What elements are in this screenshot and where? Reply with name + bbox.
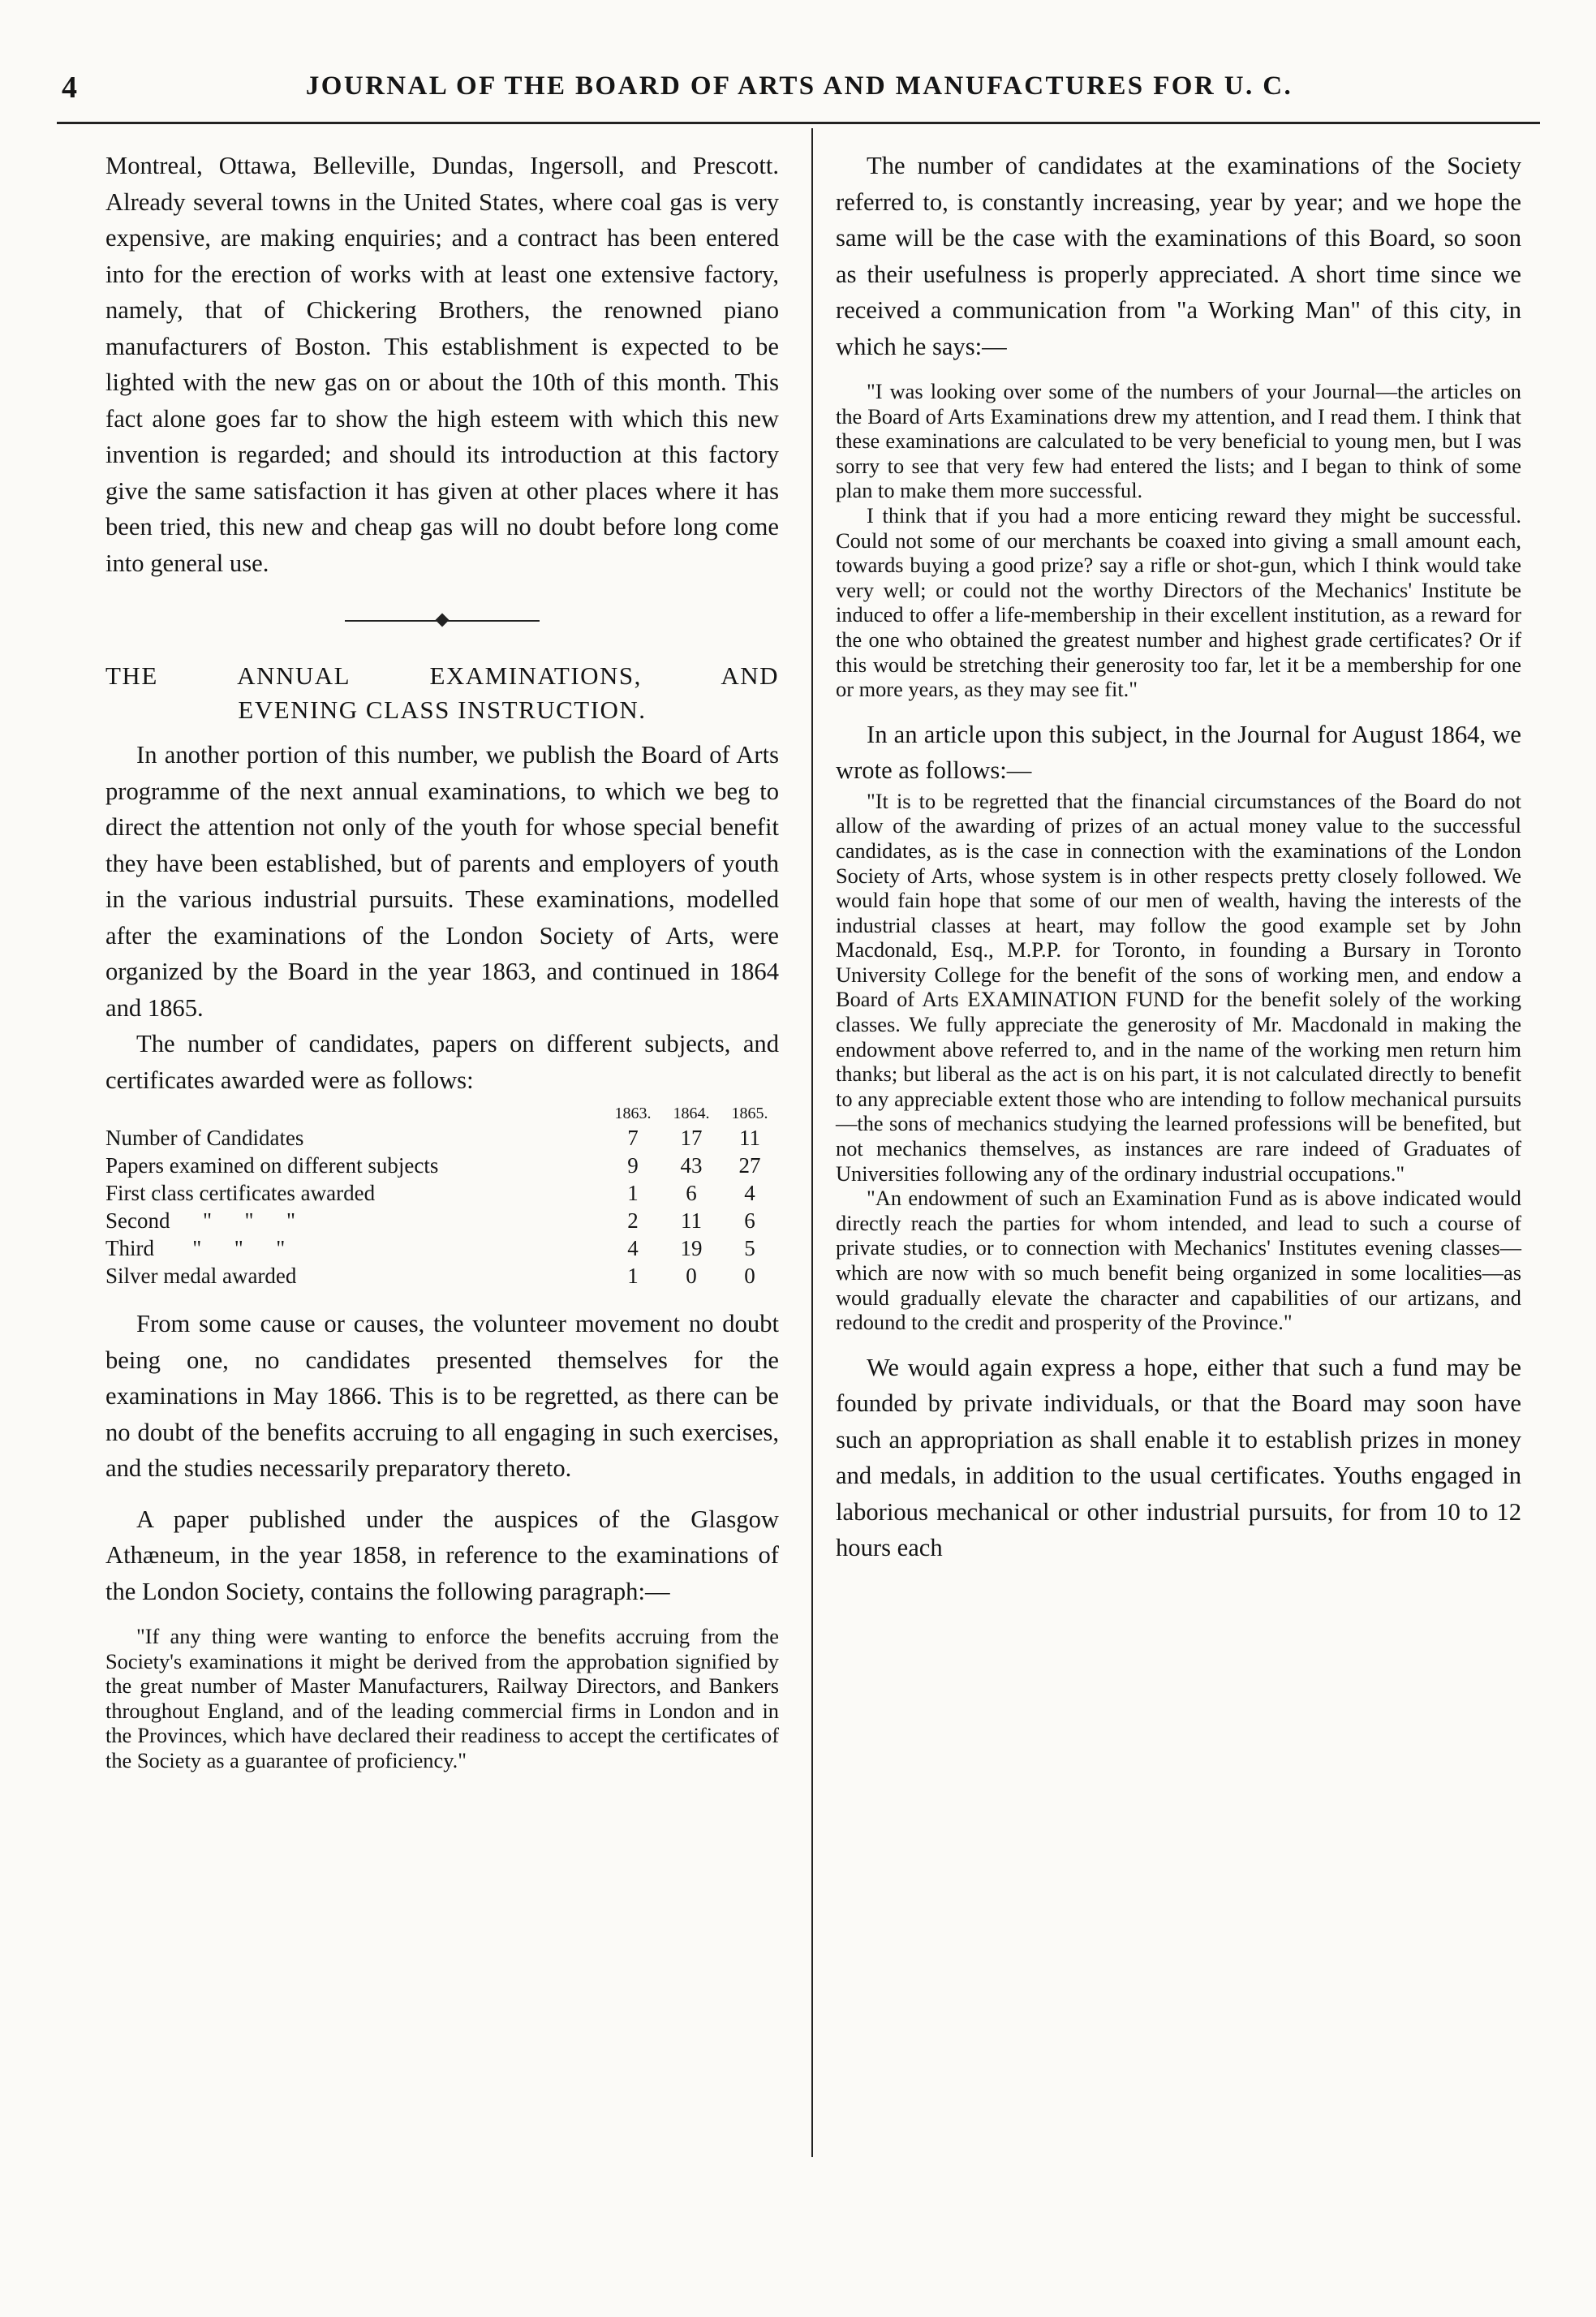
block-quote: "It is to be regretted that the financial circumstances of the Board do not allow of the awarding of prizes of an actual money value to the successful candidates, as is the case in connection with the examinations of the London Society of Arts, whose system is in other respects pretty closely followed. We would fain hope that some of our men of wealth, having the interests of the industrial classes at heart, may follow the good example set by John Macdonald, Esq., M.P.P. for Toronto, in founding a Bursary in Toronto University College for the benefit of the sons of working men, and endow a Board of Arts EXAMINATION FUND for the benefit solely of the working classes. We fully appreciate the generosity of Mr. Macdonald in making the endowment above referred to, and in the name of the working men return him thanks; but liberal as the act is on his part, it is not calculated directly to benefit to any appreciable extent those who are intending to follow mechanical pursuits—the sons of mechanics studying the learned professions will be benefited, but not mechanics themselves, as instances are rare indeed of Graduates of Universities following any of the ordinary industrial occupations."	[836, 788, 1521, 1186]
examination-stats-table	[105, 1103, 779, 1290]
table-cell: 9	[627, 1153, 639, 1178]
paragraph: A paper published under the auspices of the Glasgow Athæneum, in the year 1858, in reference to the examinations of the London Society, contains the following paragraph:—	[105, 1505, 779, 1605]
table-cell: 2	[627, 1208, 639, 1233]
table-cell: 11	[681, 1208, 702, 1233]
paragraph: In an article upon this subject, in the Journal for August 1864, we wrote as follows:—	[836, 720, 1521, 785]
row-label: Third " " "	[105, 1236, 286, 1260]
block-quote: "An endowment of such an Examination Fund as is above indicated would directly reach the parties for whom intended, and lead to such a course of private studies, or to connection with Mechanics' Institutes evening classes—which are now with so much benefit being organized in some localities—as would gradually elevate the character and capabilities of our artizans, and redound to the credit and prosperity of the Province."	[836, 1186, 1521, 1335]
paragraph: From some cause or causes, the volunteer movement no doubt being one, no candidates presented themselves for the examinations in May 1866. This is to be regretted, as there can be no doubt of the benefits accruing to all engaging in such exercises, and the studies necessarily preparatory thereto.	[105, 1310, 779, 1482]
running-title: JOURNAL OF THE BOARD OF ARTS AND MANUFACTURES FOR U. C.	[305, 71, 1293, 101]
table-cell: 1	[627, 1264, 639, 1288]
row-label: Silver medal awarded	[105, 1264, 297, 1288]
table-cell: 4	[627, 1236, 639, 1260]
table-cell: 6	[686, 1181, 697, 1205]
table-cell: 0	[686, 1264, 697, 1288]
table-row	[105, 1124, 779, 1152]
row-label: Number of Candidates	[105, 1126, 304, 1150]
table-cell: 11	[739, 1126, 760, 1150]
table-cell: 4	[744, 1181, 755, 1205]
year-header: 1864.	[673, 1105, 710, 1122]
table-cell: 6	[744, 1208, 755, 1233]
paragraph: The number of candidates at the examinations of the Society referred to, is constantly increasing, year by year; and we hope the same will be the case with the examinations of this Board, so soon as their usefulness is properly appreciated. A short time since we received a communication from "a Working Man" of this city, in which he says:—	[836, 152, 1521, 360]
section-separator	[345, 618, 540, 622]
table-cell: 7	[627, 1126, 639, 1150]
year-header: 1863.	[614, 1105, 652, 1122]
heading-word: EXAMINATIONS,	[429, 661, 642, 690]
heading-word: ANNUAL	[237, 661, 351, 690]
left-column	[105, 148, 779, 1773]
section-heading	[105, 659, 779, 727]
row-label: Papers examined on different subjects	[105, 1153, 439, 1178]
table-row	[105, 1207, 779, 1234]
table-cell: 5	[744, 1236, 755, 1260]
page-number: 4	[62, 71, 77, 105]
right-column	[836, 148, 1521, 1566]
heading-word: AND	[721, 661, 779, 690]
paragraph: We would again express a hope, either that such a fund may be founded by private individuals, or that the Board may soon have such an appropriation as shall enable it to establish prizes in money and medals, in addition to the usual certificates. Youths engaged in laborious mechanical or other industrial pursuits, for from 10 to 12 hours each	[836, 1353, 1521, 1562]
row-label: Second " " "	[105, 1208, 296, 1233]
table-row	[105, 1262, 779, 1290]
paragraph: In another portion of this number, we publish the Board of Arts programme of the next annual examinations, to which we beg to direct the attention not only of the youth for whose special benefit they have been established, but of parents and employers of youth in the various industrial pursuits. These examinations, modelled after the examinations of the London Society of Arts, were organized by the Board in the year 1863, and continued in 1864 and 1865.	[105, 741, 779, 1022]
header-rule	[57, 122, 1540, 124]
table-cell: 27	[738, 1153, 761, 1178]
block-quote: "I was looking over some of the numbers of your Journal—the articles on the Board of Arts Examinations drew my attention, and I read them. I think that these examinations are calculated to be very beneficial to young men, but I was sorry to see that very few had entered the lists; and I began to think of some plan to make them more successful.	[836, 379, 1521, 503]
table-row	[105, 1179, 779, 1207]
column-divider	[811, 128, 813, 2157]
year-header: 1865.	[731, 1105, 768, 1122]
table-cell: 17	[680, 1126, 703, 1150]
heading-line-2: EVENING CLASS INSTRUCTION.	[238, 696, 647, 724]
table-row	[105, 1234, 779, 1262]
table-cell: 0	[744, 1264, 755, 1288]
table-row	[105, 1152, 779, 1179]
block-quote: I think that if you had a more enticing reward they might be successful. Could not some of our merchants be coaxed into giving a small amount each, towards buying a good prize? say a rifle or shot-gun, which I think would take very well; or could not the worthy Directors of the Mechanics' Institute be induced to offer a life-membership in their excellent institution, as a reward for the one who obtained the greatest number and highest grade certificates? Or if this would be stretching their generosity too far, let it be a membership for one or more years, as they may see fit."	[836, 502, 1521, 702]
table-header-row	[105, 1103, 779, 1124]
heading-word: THE	[105, 661, 158, 690]
table-cell: 19	[680, 1236, 703, 1260]
paragraph: The number of candidates, papers on different subjects, and certificates awarded were as follows:	[105, 1030, 779, 1094]
page-header	[57, 70, 1542, 118]
table-cell: 1	[627, 1181, 639, 1205]
table-cell: 43	[680, 1153, 703, 1178]
row-label: First class certificates awarded	[105, 1181, 376, 1205]
block-quote: "If any thing were wanting to enforce the benefits accruing from the Society's examinations it might be derived from the approbation signified by the great number of Master Manufacturers, Railway Directors, and Bankers throughout England, and of the leading commercial firms in London and in the Provinces, which have declared their readiness to accept the certificates of the Society as a guarantee of proficiency."	[105, 1624, 779, 1772]
paragraph: Montreal, Ottawa, Belleville, Dundas, Ingersoll, and Prescott. Already several towns in the United States, where coal gas is very expensive, are making enquiries; and a contract has been entered into for the erection of works with at least one extensive factory, namely, that of Chickering Brothers, the renowned piano manufacturers of Boston. This establishment is expected to be lighted with the new gas on or about the 10th of this month. This fact alone goes far to show the high esteem with which this new invention is regarded; and should its introduction at this factory give the same satisfaction it has given at other places where it has been tried, this new and cheap gas will no doubt before long come into general use.	[105, 152, 779, 577]
